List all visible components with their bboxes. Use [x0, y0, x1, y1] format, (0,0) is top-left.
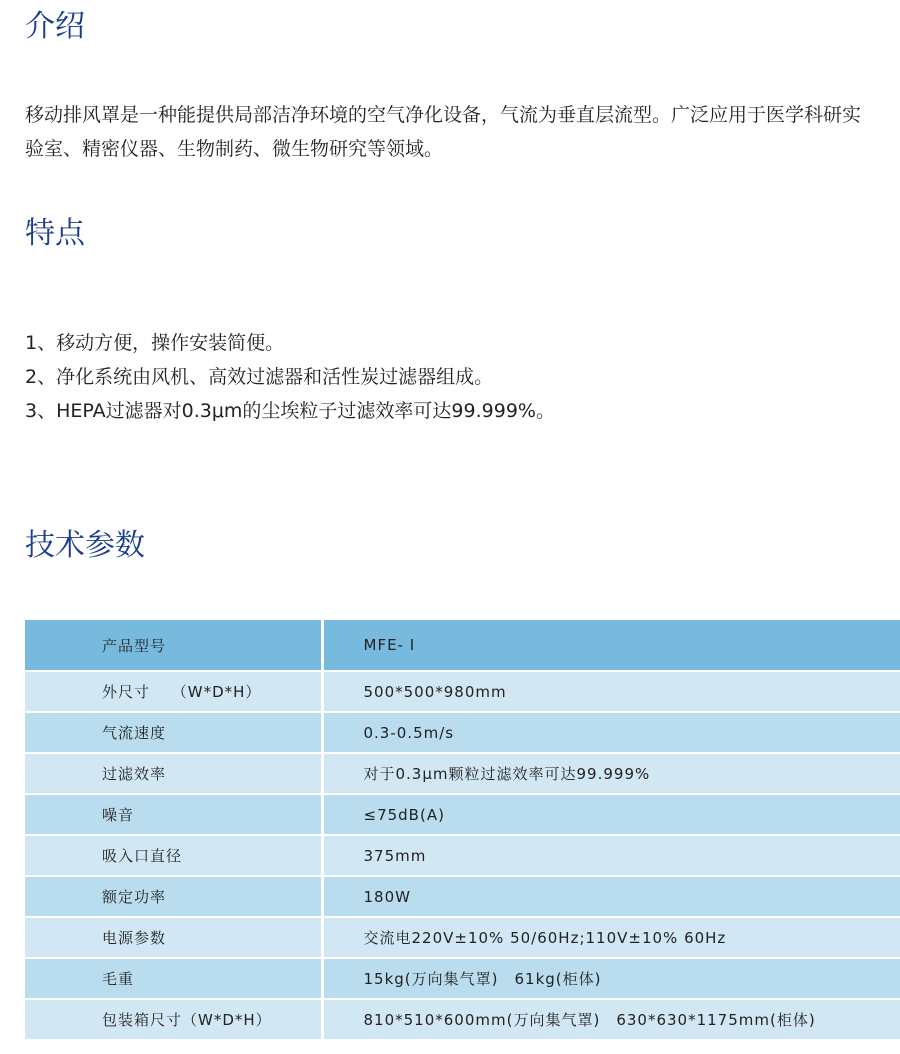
spec-value: ≤75dB(A) — [322, 794, 900, 835]
table-row — [25, 794, 900, 835]
spec-label: 吸入口直径 — [25, 835, 322, 876]
table-row — [25, 958, 900, 999]
table-row — [25, 712, 900, 753]
spec-label: 过滤效率 — [25, 753, 322, 794]
spec-value: 15kg(万向集气罩) 61kg(柜体) — [322, 958, 900, 999]
table-header-value: MFE- I — [322, 620, 900, 671]
spec-label: 噪音 — [25, 794, 322, 835]
spec-label: 电源参数 — [25, 917, 322, 958]
spec-label: 外尺寸 （W*D*H） — [25, 671, 322, 712]
intro-text: 移动排风罩是一种能提供局部洁净环境的空气净化设备，气流为垂直层流型。广泛应用于医学科研实验室、精密仪器、生物制药、微生物研究等领域。 — [25, 104, 862, 160]
intro-heading: 介绍 — [25, 9, 85, 44]
spec-label: 毛重 — [25, 958, 322, 999]
spec-value: 交流电220V±10% 50/60Hz;110V±10% 60Hz — [322, 917, 900, 958]
table-row — [25, 999, 900, 1040]
spec-label: 气流速度 — [25, 712, 322, 753]
table-row — [25, 753, 900, 794]
spec-label: 包装箱尺寸（W*D*H） — [25, 999, 322, 1040]
feature-item: 3、HEPA过滤器对0.3μm的尘埃粒子过滤效率可达99.999%。 — [25, 400, 555, 422]
feature-item: 2、净化系统由风机、高效过滤器和活性炭过滤器组成。 — [25, 366, 494, 388]
spec-label: 额定功率 — [25, 876, 322, 917]
table-row — [25, 671, 900, 712]
table-row — [25, 917, 900, 958]
spec-table — [25, 620, 900, 1041]
spec-value: 375mm — [322, 835, 900, 876]
spec-value: 810*510*600mm(万向集气罩) 630*630*1175mm(柜体) — [322, 999, 900, 1040]
spec-value: 对于0.3μm颗粒过滤效率可达99.999% — [322, 753, 900, 794]
table-row — [25, 876, 900, 917]
features-list — [25, 326, 555, 428]
spec-value: 0.3-0.5m/s — [322, 712, 900, 753]
specs-heading: 技术参数 — [25, 528, 145, 563]
spec-value: 180W — [322, 876, 900, 917]
features-heading: 特点 — [25, 216, 85, 251]
table-header-label: 产品型号 — [25, 620, 322, 671]
table-header-row — [25, 620, 900, 671]
feature-item: 1、移动方便，操作安装简便。 — [25, 332, 285, 354]
spec-value: 500*500*980mm — [322, 671, 900, 712]
table-row — [25, 835, 900, 876]
